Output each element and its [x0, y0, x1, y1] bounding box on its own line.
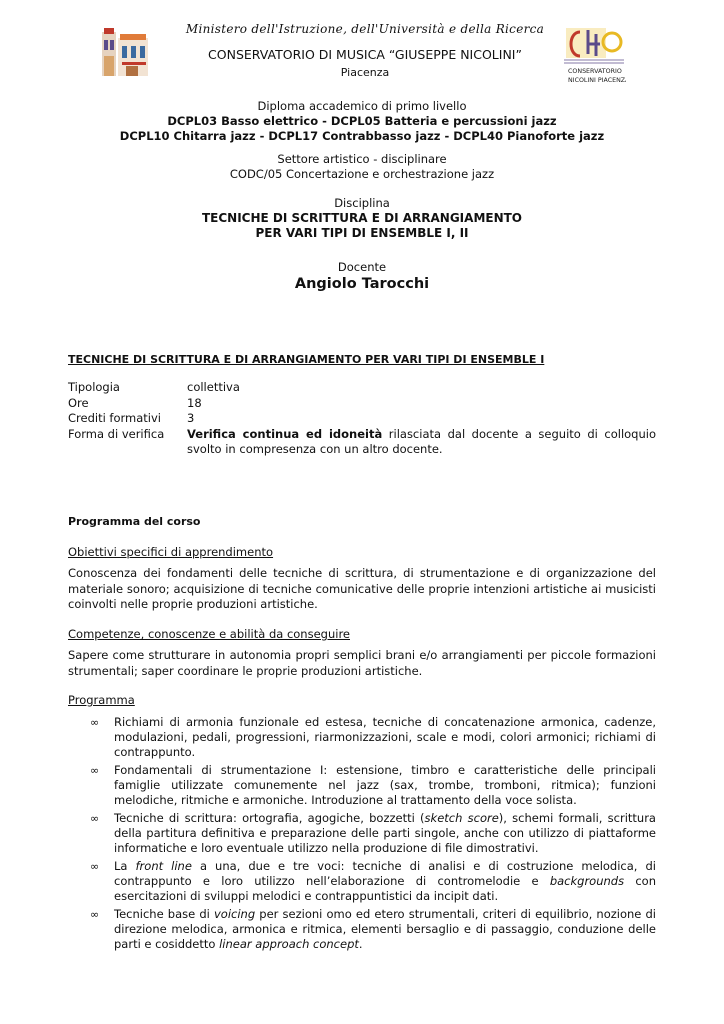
item-italic: front line — [135, 859, 192, 873]
diploma-block — [40, 99, 684, 144]
course-info — [68, 380, 656, 458]
item-text: con esercitazioni di sviluppi melodici e contrappuntistici da incipit dati. — [114, 874, 656, 903]
infinity-bullet-icon: ∞ — [90, 860, 100, 873]
info-value: 18 — [187, 395, 202, 410]
item-italic: voicing — [213, 907, 256, 921]
item-text: La — [114, 859, 136, 873]
program-list — [90, 715, 656, 955]
info-row-tipologia — [68, 380, 656, 396]
discipline-block — [40, 196, 684, 241]
discipline-line-1: TECNICHE DI SCRITTURA E DI ARRANGIAMENTO — [201, 211, 523, 225]
item-text: Tecniche di scrittura: ortografia, agogiche, bozzetti ( — [114, 811, 425, 825]
discipline-line-2: PER VARI TIPI DI ENSEMBLE I, II — [255, 226, 469, 240]
item-text: a una, due e tre voci: tecniche di analisi e di costruzione melodica, di contrappunto e loro utilizzo nell’elaborazione di contromelodie e — [114, 859, 656, 888]
logo-text-2: NICOLINI PIACENZA — [568, 77, 626, 84]
info-row-ore — [68, 396, 656, 412]
info-value — [187, 427, 656, 458]
teacher-label: Docente — [337, 260, 387, 274]
skills-text: Sapere come strutturare in autonomia propri semplici brani e/o arrangiamenti per piccole formazioni strumentali; saper coordinare le proprie produzioni artistiche. — [68, 648, 656, 678]
diploma-label: Diploma accademico di primo livello — [257, 99, 467, 113]
list-item — [90, 859, 656, 904]
info-row-crediti — [68, 411, 656, 427]
item-italic: sketch score — [424, 811, 499, 825]
verifica-bold: Verifica continua ed idoneità — [187, 426, 383, 441]
infinity-bullet-icon: ∞ — [90, 764, 100, 777]
item-text: Tecniche base di — [114, 907, 214, 921]
info-label: Forma di verifica — [68, 426, 165, 441]
infinity-bullet-icon: ∞ — [90, 716, 100, 729]
diploma-line-1: DCPL03 Basso elettrico - DCPL05 Batteria e percussioni jazz — [167, 114, 557, 128]
teacher-name: Angiolo Tarocchi — [294, 276, 430, 292]
item-text: Richiami di armonia funzionale ed estesa, tecniche di concatenazione armonica, cadenze, modulazioni, pedali, progressioni, riarmonizzazioni, scale e modi, colori armonici; richiami di contrappunto. — [114, 715, 656, 759]
programma-title: Programma — [68, 693, 135, 707]
teacher-block — [40, 260, 684, 292]
list-item — [90, 715, 656, 760]
verifica-rest: rilasciata dal docente a seguito di colloquio svolto in compresenza con un altro docente. — [187, 426, 656, 456]
objectives-title: Obiettivi specifici di apprendimento — [68, 545, 274, 559]
list-item — [90, 907, 656, 952]
info-value: collettiva — [187, 380, 240, 394]
sector-label: Settore artistico - disciplinare — [277, 152, 447, 166]
ministry-name: Ministero dell'Istruzione, dell'Università e della Ricerca — [185, 22, 545, 36]
logo-text-1: CONSERVATORIO — [568, 68, 622, 75]
conservatory-logo — [562, 22, 626, 84]
ministry-building-logo — [96, 24, 156, 80]
item-text: Fondamentali di strumentazione I: estensione, timbro e caratteristiche delle principali famiglie utilizzate comunemente nel jazz (sax, trombe, tromboni, ritmica); funzioni melodiche, ritmiche e armoniche. Introduzione al trattamento della voce solista. — [114, 763, 656, 807]
objectives-text: Conoscenza dei fondamenti delle tecniche di scrittura, di strumentazione e di organizzazione del materiale sonoro; acquisizione di tecniche comunicative delle proprie intenzioni artistiche ai musicisti coinvolti nelle proprie produzioni artistiche. — [68, 566, 656, 611]
sector-value: CODC/05 Concertazione e orchestrazione jazz — [229, 167, 495, 181]
list-item — [90, 811, 656, 856]
skills-title: Competenze, conoscenze e abilità da conseguire — [68, 627, 350, 641]
item-italic: backgrounds — [549, 874, 625, 888]
item-italic: linear approach concept — [219, 937, 359, 951]
sector-block — [40, 152, 684, 182]
info-value: 3 — [187, 411, 195, 425]
item-text: . — [358, 937, 363, 951]
info-label: Tipologia — [68, 380, 120, 394]
conservatory-name: CONSERVATORIO DI MUSICA “GIUSEPPE NICOLINI” — [208, 47, 522, 62]
discipline-label: Disciplina — [334, 196, 390, 210]
diploma-line-2: DCPL10 Chitarra jazz - DCPL17 Contrabbasso jazz - DCPL40 Pianoforte jazz — [119, 129, 605, 143]
info-label: Ore — [68, 395, 89, 410]
infinity-bullet-icon: ∞ — [90, 812, 100, 825]
list-item — [90, 763, 656, 808]
info-row-verifica — [68, 427, 656, 458]
city-name: Piacenza — [340, 66, 390, 79]
item-text: per sezioni omo ed etero strumentali, criteri di equilibrio, nozione di direzione melodica, armonica e ritmica, elementi bersaglio e di passaggio, conduzione delle parti e cosiddetto — [114, 907, 657, 951]
info-label: Crediti formativi — [68, 411, 161, 425]
course-section-title: TECNICHE DI SCRITTURA E DI ARRANGIAMENTO PER VARI TIPI DI ENSEMBLE I — [68, 353, 545, 366]
program-title: Programma del corso — [68, 515, 201, 528]
item-text: ), schemi formali, scrittura della partitura definitiva e preparazione delle parti singole, anche con utilizzo di piattaforme informatiche e loro eventuale utilizzo nella produzione di file dimostrativi. — [114, 811, 656, 855]
infinity-bullet-icon: ∞ — [90, 908, 100, 921]
